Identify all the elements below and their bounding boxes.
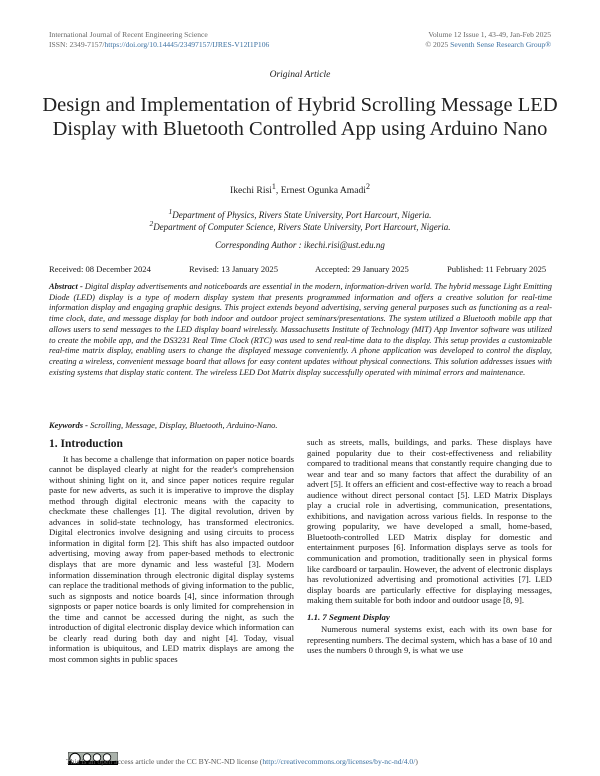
right-column xyxy=(307,437,552,656)
left-column xyxy=(49,437,294,664)
journal-header-left xyxy=(49,30,269,50)
date-received: Received: 08 December 2024 xyxy=(49,264,151,274)
page-title: Design and Implementation of Hybrid Scrolling Message LED Display with Bluetooth Controlled App using Arduino Nano xyxy=(42,94,558,140)
intro-paragraph: It has become a challenge that information on paper notice boards cannot be displayed clearly at night for the reader's comprehension without shining light on it, and since paper notices require regular paste for new adverts, as such it is imperative to improve the display method through digital electronic means with the capacity to checkmate these challenges [1]. The digital revolution, driven by advances in solid-state technology, has transformed electronics. Digital electronics involve designing and using circuits to process information in digital form [2]. This shift has also impacted outdoor advertising, moving away from paper-based methods to electronic displays that are more dynamic and less wasteful [3]. Modern information dissemination through electronic digital display systems can replace the traditional methods of giving information to the public, such as signposts and notice boards [4], since information through signposts or paper notice boards is only limited for comprehension in the time and cannot be accessed during the night, as such the introduction of digital electronic display device which information can be clearly read during both day and night [4]. Today, visual information is ubiquitous, and LED matrix displays are among the most common sights in public spaces xyxy=(49,453,294,664)
intro-paragraph-cont: such as streets, malls, buildings, and parks. These displays have gained popularity due to their cost-effectiveness and reliability compared to traditional means that constantly require changing due to wear and tear and so many factors that affect the durability of an advert [5]. It offers an efficient and cost-effective way to reach a broad audience without direct personal contact [5]. LED Matrix Displays play a crucial role in advertising, communication, presentations, exhibitions, and navigation across various fields. In response to the growing popularity, we have developed a small, home-based, Bluetooth-controlled LED Matrix display for domestic and entertainment purposes [6]. Information displays serve as tools for communication and promotion, traditionally seen in physical forms like cardboard or tarpaulin. However, the advent of electronic displays has revolutionized advertising and promotional activities [7]. LED display boards are particularly effective for displaying messages, making them suitable for both indoor and outdoor usage [8, 9]. xyxy=(307,437,552,606)
keywords-text: Scrolling, Message, Display, Bluetooth, Arduino-Nano. xyxy=(90,420,278,430)
author-name: Ernest Ogunka Amadi xyxy=(280,185,366,197)
volume-info: Volume 12 Issue 1, 43-49, Jan-Feb 2025 xyxy=(428,30,551,39)
journal-header-right xyxy=(425,30,551,50)
affiliation-sup: 2 xyxy=(149,219,154,228)
corresponding-author: Corresponding Author : ikechi.risi@ust.edu.ng xyxy=(215,240,385,250)
article-type: Original Article xyxy=(269,70,331,80)
author-list: Ikechi Risi$^1$, Ernest Ogunka Amadi$^2$ xyxy=(230,182,370,197)
subsection-heading: 1.1. 7 Segment Display xyxy=(307,611,390,622)
affiliation-sup: 1 xyxy=(168,207,173,216)
issn: ISSN: 2349-7157/ xyxy=(49,40,105,49)
publisher-link[interactable]: Seventh Sense Research Group® xyxy=(450,40,551,49)
affiliation-text: Department of Physics, Rivers State University, Port Harcourt, Nigeria. xyxy=(172,210,432,220)
keywords-label: Keywords - xyxy=(49,420,88,430)
section-heading: 1. Introduction xyxy=(49,438,123,450)
author-sup: 2 xyxy=(365,182,370,191)
copyright-year: © 2025 xyxy=(425,40,451,49)
author-sup: 1 xyxy=(271,182,276,191)
author-name: Ikechi Risi xyxy=(230,185,272,197)
date-revised: Revised: 13 January 2025 xyxy=(189,264,279,274)
license-footer xyxy=(66,757,418,766)
abstract-text: Digital display advertisements and noticeboards are essential in the modern, information-driven world. The hybrid message Light Emitting Diode (LED) display is a type of modern display system that presents programmed information and offers a creative solution for real-time information display and engaging graphic designs. This project extends beyond advertising, serving general purposes such as functioning as a real-time clock, date, and message display for both indoor and outdoor project seminars/presentations. The system utilized a Bluetooth mobile app that allows users to send messages to the LED display board wirelessly. Massachusetts Institute of Technology (MIT) App Inventor software was utilized to create the mobile app, and the DS3231 Real Time Clock (RTC) was used to send real-time data to the display. This setup provides a customizable real-time matrix display, enabling users to change the displayed message conveniently. A phone application was developed to control the display, creating a wireless, convenient message board that allows for easy content updates without physical connections. This solution addresses issues with existing systems that display static content. The wireless LED Dot Matrix display successfully operated with minimal errors and maintenance. xyxy=(49,282,552,377)
license-link[interactable]: http://creativecommons.org/licenses/by-nc-nd/4.0/ xyxy=(262,757,416,766)
abstract xyxy=(49,282,552,378)
subsection-paragraph: Numerous numeral systems exist, each with its own base for representing numbers. The decimal system, which has a base of 10 and uses the numbers 0 through 9, is what we use xyxy=(307,624,552,656)
affiliation xyxy=(0,218,600,233)
journal-name: International Journal of Recent Engineering Science xyxy=(49,30,208,39)
keywords xyxy=(49,420,552,430)
doi-link[interactable]: https://doi.org/10.14445/23497157/IJRES-V12I1P106 xyxy=(104,40,270,49)
abstract-label: Abstract - xyxy=(49,282,83,291)
copyright-line xyxy=(425,40,551,50)
issn-doi-line xyxy=(49,40,269,50)
affiliation-text: Department of Computer Science, Rivers State University, Port Harcourt, Nigeria. xyxy=(153,222,451,232)
license-close: ) xyxy=(415,757,418,766)
date-accepted: Accepted: 29 January 2025 xyxy=(315,264,409,274)
date-published: Published: 11 February 2025 xyxy=(447,264,547,274)
license-text: This is an open access article under the CC BY-NC-ND license ( xyxy=(66,757,263,766)
